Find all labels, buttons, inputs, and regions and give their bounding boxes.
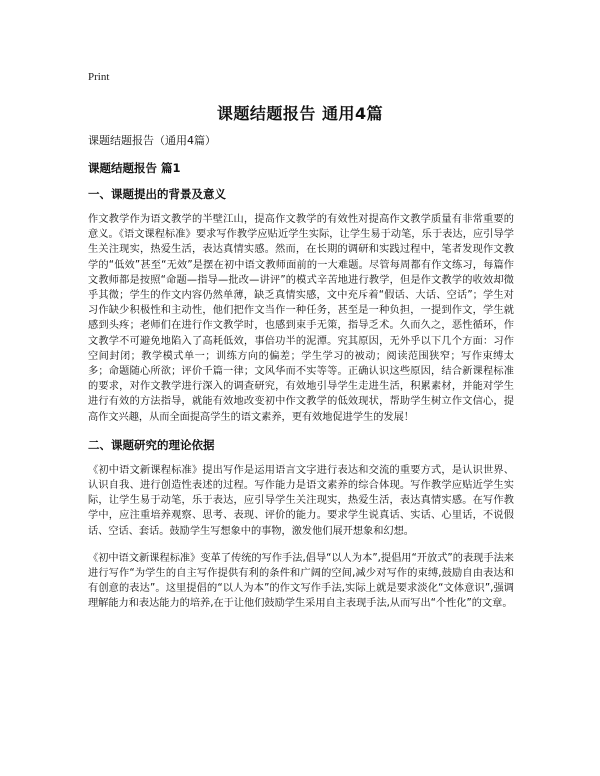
- section-heading-background: 一、课题提出的背景及意义: [88, 187, 226, 201]
- print-label: Print: [88, 71, 110, 83]
- article-heading: 课题结题报告 篇1: [88, 161, 181, 175]
- document-title: 课题结题报告 通用4篇: [216, 104, 384, 123]
- section-heading-theory: 二、课题研究的理论依据: [88, 437, 215, 452]
- paragraph-theory-2: 《初中语文新课程标准》变革了传统的写作手法,倡导“以人为本”,提倡用“开放式”的表现手法来进行写作“为学生的自主写作提供有利的条件和广阔的空间,减少对写作的束缚,鼓励自由表达和有创意的表达”。这里提倡的“以人为本”的作文写作手法,实际上就是要求淡化“文体意识”,强调理解能力和表达能力的培养,在于让他们鼓励学生采用自主表现手法,从而写出“个性化”的文章。: [88, 552, 514, 610]
- document-body: [88, 133, 514, 612]
- paragraph-theory-1: 《初中语文新课程标准》提出写作是运用语言文字进行表达和交流的重要方式，是认识世界、认识自我、进行创造性表述的过程。写作能力是语文素养的综合体现。写作教学应贴近学生实际，让学生易于动笔，乐于表达，应引导学生关注现实，热爱生活，表达真情实感。在写作教学中，应注重培养观察、思考、表现、评价的能力。要求学生说真话、实话、心里话，不说假话、空话、套话。鼓励学生写想象中的事物，激发他们展开想象和幻想。: [88, 464, 514, 537]
- document-subtitle: 课题结题报告（通用4篇）: [88, 134, 216, 147]
- paragraph-background: 作文教学作为语文教学的半壁江山，提高作文教学的有效性对提高作文教学质量有非常重要的意义。《语文课程标准》要求写作教学应贴近学生实际，让学生易于动笔，乐于表达，应引导学生关注现实，热爱生活，表达真情实感。然而，在长期的调研和实践过程中，笔者发现作文教学的“低效”甚至“无效”是摆在初中语文教师面前的一大难题。尽管每周都有作文练习，每篇作文教师都是按照“命题—指导—批改—讲评”的模式辛苦地进行教学，但是作文教学的收效却微乎其微；学生的作文内容仍然单薄，缺乏真情实感，文中充斥着“假话、大话、空话”；学生对习作缺少积极性和主动性，他们把作文当作一种任务，甚至是一种负担，一提到作文，学生就感到头疼；老师们在进行作文教学时，也感到束手无策，指导乏术。久而久之，恶性循环，作文教学不可避免地陷入了高耗低效，事倍功半的泥潭。究其原因，无外乎以下几个方面：习作空间封闭；教学模式单一；训练方向的偏差；学生学习的被动；阅读范围狭窄；写作束缚太多；命题随心所欲；评价千篇一律；文风华而不实等等。正确认识这些原因，结合新课程标准的要求，对作文教学进行深入的调查研究，有效地引导学生走进生活，积累素材，并能对学生进行有效的方法指导，就能有效地改变初中作文教学的低效现状，帮助学生树立作文信心，提高作文兴趣，从而全面提高学生的语文素养，更有效地促进学生的发展！: [88, 214, 514, 423]
